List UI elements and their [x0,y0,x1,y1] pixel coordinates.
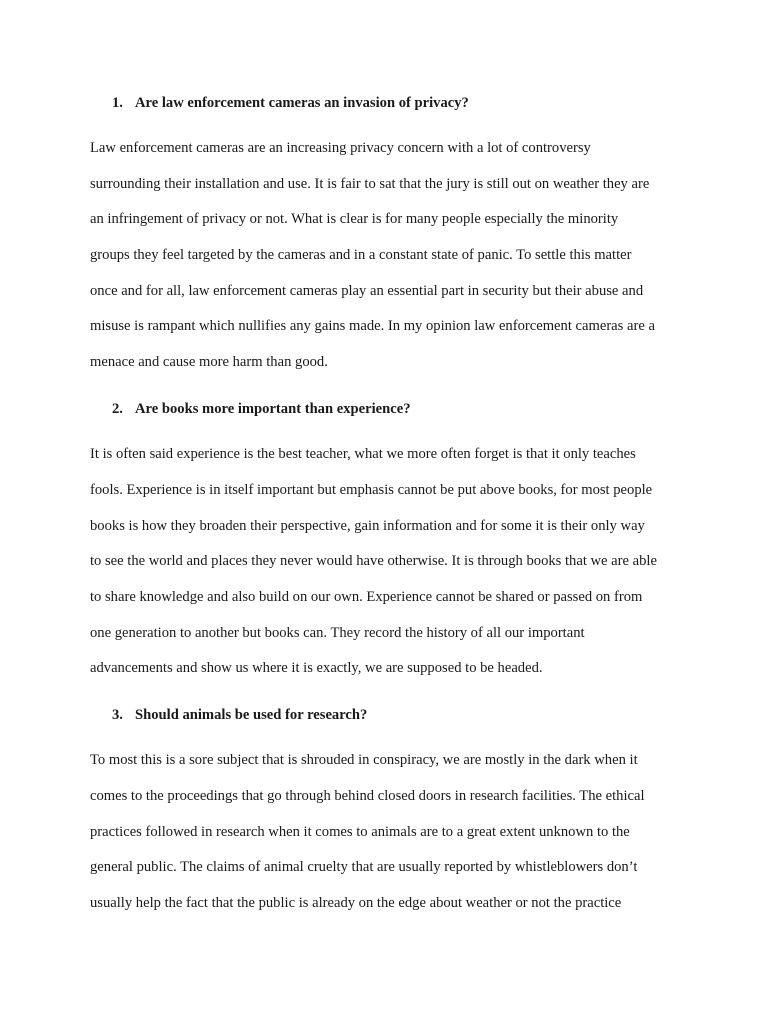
section-3-line-3: practices followed in research when it comes to animals are to a great extent unknown to the [90,824,630,840]
section-3-number: 3. [112,707,123,723]
section-2-heading [112,399,411,419]
section-1-number: 1. [112,95,123,111]
section-1-line-3: an infringement of privacy or not. What is clear is for many people especially the minority [90,211,619,227]
section-1-line-4: groups they feel targeted by the cameras and in a constant state of panic. To settle this matter [90,247,632,263]
section-1-line-5: once and for all, law enforcement cameras play an essential part in security but their abuse and [90,283,644,299]
section-3-heading [112,705,367,725]
section-2-line-1: It is often said experience is the best teacher, what we more often forget is that it only teaches [90,446,636,462]
section-3-line-4: general public. The claims of animal cruelty that are usually reported by whistleblowers don’t [90,859,638,875]
section-2-line-5: to share knowledge and also build on our own. Experience cannot be shared or passed on from [90,589,643,605]
section-1-line-7: menace and cause more harm than good. [90,354,328,370]
section-3-line-1: To most this is a sore subject that is shrouded in conspiracy, we are mostly in the dark when it [90,752,638,768]
section-1-title: Are law enforcement cameras an invasion of privacy? [135,95,469,111]
section-2-line-6: one generation to another but books can. They record the history of all our important [90,625,585,641]
section-2-title: Are books more important than experience? [135,401,411,417]
section-2-number: 2. [112,401,123,417]
section-3-line-2: comes to the proceedings that go through behind closed doors in research facilities. The ethical [90,788,645,804]
section-1-line-2: surrounding their installation and use. It is fair to sat that the jury is still out on weather they are [90,176,650,192]
section-2-line-3: books is how they broaden their perspective, gain information and for some it is their only way [90,518,645,534]
section-2-line-2: fools. Experience is in itself important but emphasis cannot be put above books, for most people [90,482,653,498]
section-1-line-1: Law enforcement cameras are an increasing privacy concern with a lot of controversy [90,140,591,156]
section-2-line-4: to see the world and places they never would have otherwise. It is through books that we are able [90,553,657,569]
section-1-line-6: misuse is rampant which nullifies any gains made. In my opinion law enforcement cameras are a [90,318,655,334]
section-3-line-5: usually help the fact that the public is already on the edge about weather or not the practice [90,895,622,911]
section-1-heading [112,93,469,113]
section-3-title: Should animals be used for research? [135,707,368,723]
section-2-line-7: advancements and show us where it is exactly, we are supposed to be headed. [90,660,543,676]
